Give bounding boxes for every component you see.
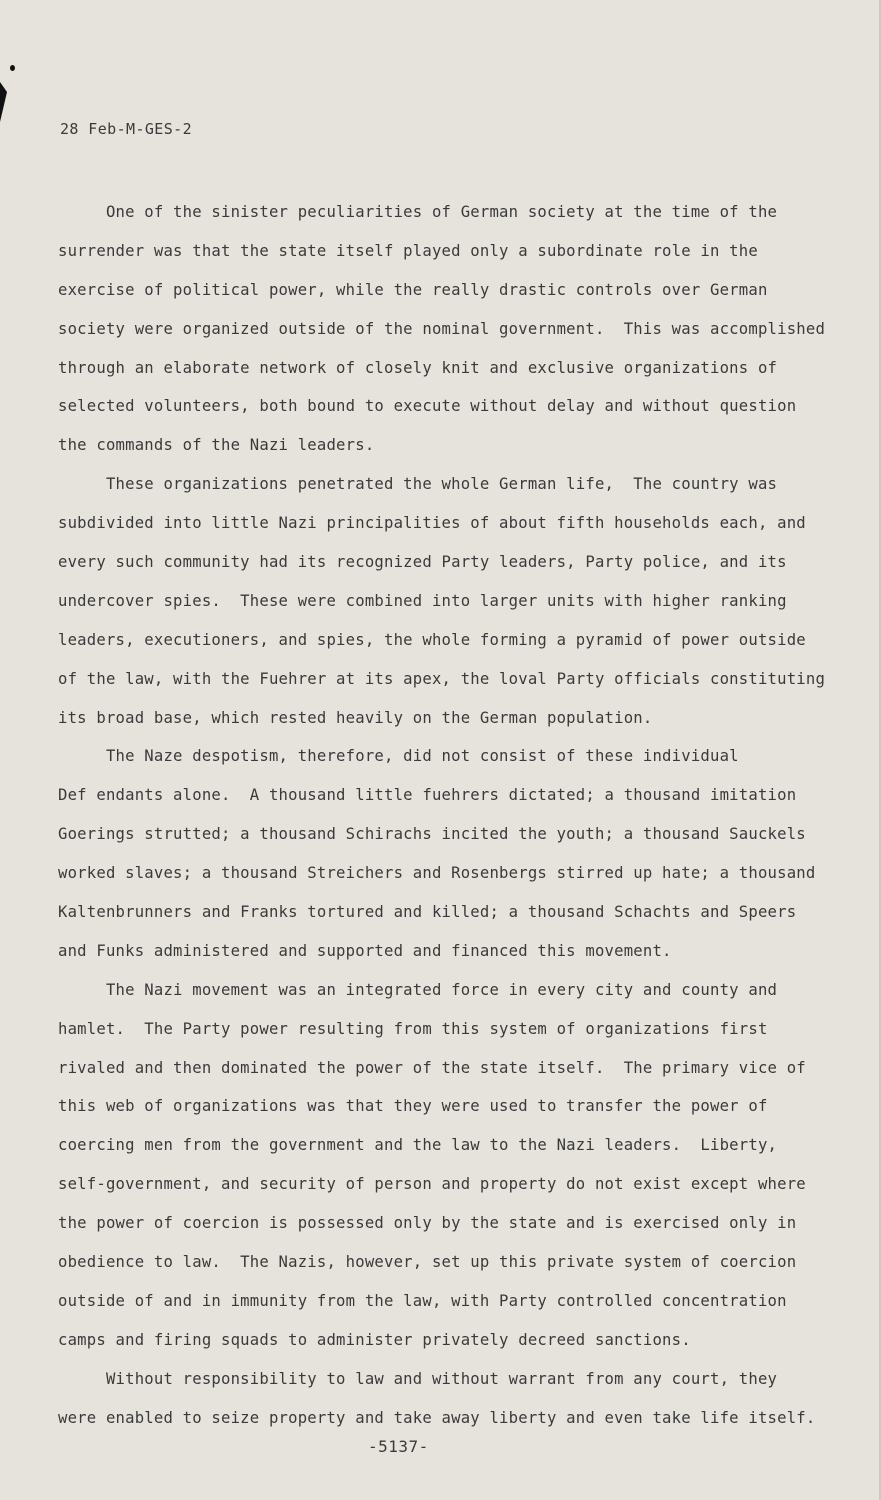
text-line: and Funks administered and supported and financed this movement. [58,941,672,960]
text-line: worked slaves; a thousand Streichers and Rosenbergs stirred up hate; a thousand [58,864,816,883]
text-line: were enabled to seize property and take away liberty and even take life itself. [58,1408,816,1427]
binding-hole-mark [10,65,15,71]
body-text [58,193,828,1438]
binding-edge-mark [0,82,7,122]
text-line: These organizations penetrated the whole German life, The country was [58,475,778,494]
text-line: its broad base, which rested heavily on the German population. [58,708,653,727]
text-line: Def endants alone. A thousand little fuehrers dictated; a thousand imitation [58,786,797,805]
text-line: through an elaborate network of closely knit and exclusive organizations of [58,358,778,377]
text-line: Without responsibility to law and without warrant from any court, they [58,1369,778,1388]
text-line: leaders, executioners, and spies, the whole forming a pyramid of power outside [58,630,806,649]
text-line: society were organized outside of the nominal government. This was accomplished [58,319,826,338]
text-line: coercing men from the government and the law to the Nazi leaders. Liberty, [58,1136,778,1155]
page-number: -5137- [368,1437,429,1456]
text-line: hamlet. The Party power resulting from this system of organizations first [58,1019,768,1038]
text-line: rivaled and then dominated the power of the state itself. The primary vice of [58,1058,806,1077]
text-line: every such community had its recognized Party leaders, Party police, and its [58,553,787,572]
text-line: self-government, and security of person and property do not exist except where [58,1175,806,1194]
text-line: undercover spies. These were combined into larger units with higher ranking [58,591,787,610]
text-line: The Naze despotism, therefore, did not consist of these individual [58,747,739,766]
text-line: of the law, with the Fuehrer at its apex, the loval Party officials constituting [58,669,826,688]
text-line: obedience to law. The Nazis, however, set up this private system of coercion [58,1253,797,1272]
text-line: this web of organizations was that they were used to transfer the power of [58,1097,768,1116]
text-line: the commands of the Nazi leaders. [58,436,375,455]
text-line: One of the sinister peculiarities of German society at the time of the [58,203,778,221]
text-line: Kaltenbrunners and Franks tortured and killed; a thousand Schachts and Speers [58,903,797,922]
text-line: The Nazi movement was an integrated force in every city and county and [58,980,778,999]
document-reference: 28 Feb-M-GES-2 [60,120,193,138]
text-line: selected volunteers, both bound to execute without delay and without question [58,397,797,416]
text-line: Goerings strutted; a thousand Schirachs incited the youth; a thousand Sauckels [58,825,806,844]
text-line: outside of and in immunity from the law, with Party controlled concentration [58,1291,787,1310]
text-line: exercise of political power, while the really drastic controls over German [58,280,768,299]
text-line: the power of coercion is possessed only by the state and is exercised only in [58,1214,797,1233]
text-line: surrender was that the state itself played only a subordinate role in the [58,241,758,260]
text-line: camps and firing squads to administer privately decreed sanctions. [58,1330,691,1349]
text-line: subdivided into little Nazi principalities of about fifth households each, and [58,514,806,533]
